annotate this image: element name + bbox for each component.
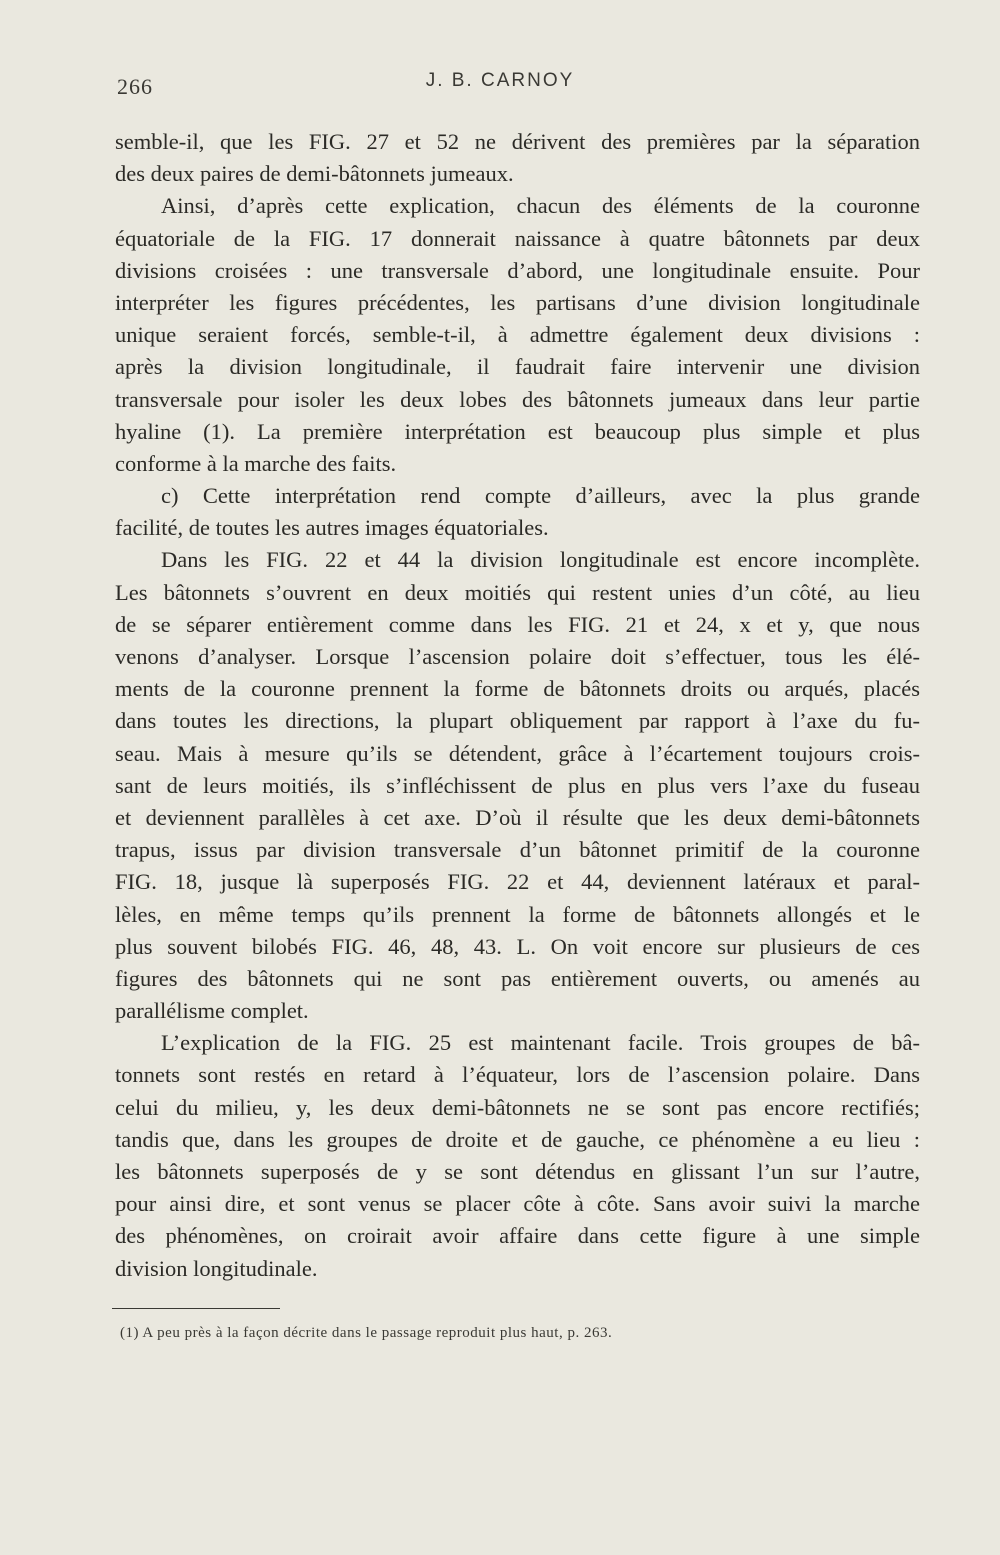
text-line: FIG. 18, jusque là superposés FIG. 22 et 44, deviennent latéraux et paral- — [115, 869, 920, 895]
text-line: facilité, de toutes les autres images équatoriales. — [115, 515, 549, 541]
text-line: Dans les FIG. 22 et 44 la division longitudinale est encore incomplète. — [161, 547, 920, 573]
text-line: tonnets sont restés en retard à l’équateur, lors de l’ascension polaire. Dans — [115, 1062, 920, 1088]
text-line: conforme à la marche des faits. — [115, 450, 397, 476]
text-line: Ainsi, d’après cette explication, chacun des éléments de la couronne — [161, 193, 920, 219]
text-line: des deux paires de demi-bâtonnets jumeaux. — [115, 161, 514, 187]
text-line: interpréter les figures précédentes, les partisans d’une division longitudinale — [115, 289, 920, 315]
body-text — [115, 126, 920, 1285]
text-line: lèles, en même temps qu’ils prennent la forme de bâtonnets allongés et le — [115, 901, 920, 927]
text-line: division longitudinale. — [115, 1255, 318, 1281]
text-line: c) Cette interprétation rend compte d’ailleurs, avec la plus grande — [161, 483, 920, 509]
text-line: figures des bâtonnets qui ne sont pas entièrement ouverts, ou amenés au — [115, 965, 920, 991]
running-head: J. B. CARNOY — [425, 70, 575, 91]
text-line: des phénomènes, on croirait avoir affaire dans cette figure à une simple — [115, 1223, 920, 1249]
text-line: venons d’analyser. Lorsque l’ascension polaire doit s’effectuer, tous les élé- — [115, 644, 920, 669]
footnote: (1) A peu près à la façon décrite dans le passage reproduit plus haut, p. 263. — [120, 1325, 613, 1341]
text-line: dans toutes les directions, la plupart obliquement par rapport à l’axe du fu- — [115, 708, 920, 734]
text-line: hyaline (1). La première interprétation est beaucoup plus simple et plus — [115, 418, 920, 444]
text-line: ments de la couronne prennent la forme de bâtonnets droits ou arqués, placés — [115, 676, 920, 702]
text-line: semble-il, que les FIG. 27 et 52 ne dérivent des premières par la séparation — [115, 129, 920, 154]
text-line: les bâtonnets superposés de y se sont détendus en glissant l’un sur l’autre, — [115, 1159, 920, 1184]
text-line: équatoriale de la FIG. 17 donnerait naissance à quatre bâtonnets par deux — [115, 225, 920, 251]
text-line: sant de leurs moitiés, ils s’infléchissent de plus en plus vers l’axe du fuseau — [115, 772, 920, 798]
text-line: divisions croisées : une transversale d’abord, une longitudinale ensuite. Pour — [115, 257, 920, 283]
text-line: parallélisme complet. — [115, 998, 309, 1024]
text-line: tandis que, dans les groupes de droite et de gauche, ce phénomène a eu lieu : — [115, 1126, 920, 1152]
text-line: trapus, issus par division transversale d’un bâtonnet primitif de la couronne — [115, 837, 920, 863]
text-line: unique seraient forcés, semble-t-il, à admettre également deux divisions : — [115, 322, 920, 348]
text-line: seau. Mais à mesure qu’ils se détendent, grâce à l’écartement toujours crois- — [115, 740, 920, 766]
text-line: transversale pour isoler les deux lobes des bâtonnets jumeaux dans leur partie — [115, 386, 920, 412]
footnote-rule — [112, 1308, 280, 1309]
page-number: 266 — [117, 74, 153, 99]
text-line: celui du milieu, y, les deux demi-bâtonnets ne se sont pas encore rectifiés; — [115, 1094, 920, 1120]
text-line: Les bâtonnets s’ouvrent en deux moitiés qui restent unies d’un côté, au lieu — [115, 579, 920, 605]
text-line: de se séparer entièrement comme dans les FIG. 21 et 24, x et y, que nous — [115, 611, 920, 637]
text-line: L’explication de la FIG. 25 est maintenant facile. Trois groupes de bâ- — [161, 1030, 920, 1056]
text-line: et deviennent parallèles à cet axe. D’où il résulte que les deux demi-bâtonnets — [115, 804, 920, 830]
text-line: pour ainsi dire, et sont venus se placer côte à côte. Sans avoir suivi la marche — [115, 1191, 920, 1217]
text-line: après la division longitudinale, il faudrait faire intervenir une division — [115, 354, 920, 380]
text-line: plus souvent bilobés FIG. 46, 48, 43. L. On voit encore sur plusieurs de ces — [115, 933, 920, 959]
